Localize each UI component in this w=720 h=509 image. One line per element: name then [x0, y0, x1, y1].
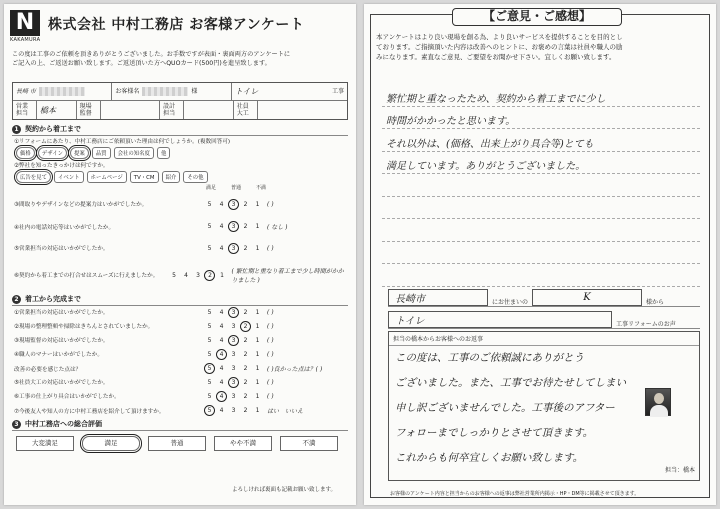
comment-line: それ以外は、(価格、出来上がり具合等)とても	[382, 129, 700, 152]
rating-question: ④社内の電話対応等はいかがでしたか。 5 4 3 2 1 ( なし )	[14, 223, 288, 231]
rating-option[interactable]: 2	[208, 271, 212, 279]
survey-intro: この度は工事のご依頼を頂きありがとうございました。お手数ですが表面・裏面両方のアンケートに ご記入の上、ご返送お願い致します。ご返送頂いた方へQUOカード(500円)を進呈致します。	[12, 51, 291, 67]
rating-question: ⑥契約から着工までの打合せはスムーズに行えましたか。 5 4 3 2 1 ( 繁忙期と重なり着工まで少し時間がかかりました )	[14, 266, 346, 284]
rating-option[interactable]: 3	[231, 378, 236, 386]
section-construction: 2 着工から完成まで	[12, 294, 348, 306]
scale-header: 満足 普通 不満	[206, 185, 266, 191]
rating-note: ( )	[267, 308, 274, 316]
rating-option[interactable]: 1	[255, 365, 260, 372]
section-overall: 3 中村工務店への総合評価	[12, 419, 348, 431]
rating-option[interactable]: 1	[255, 244, 260, 252]
section-contract: 1 契約から着工まで	[12, 124, 348, 136]
rating-option[interactable]: 5	[207, 392, 212, 400]
rating-option[interactable]: 5	[207, 308, 212, 316]
overall-option[interactable]: 普通	[148, 436, 206, 451]
rating-option[interactable]: 2	[243, 350, 248, 358]
customer-initial: K	[532, 289, 642, 306]
rating-option[interactable]: 3	[196, 271, 200, 279]
rating-option[interactable]: 4	[184, 271, 188, 279]
comment-line: 繁忙期と重なったため、契約から着工までに少し	[382, 84, 700, 107]
rating-option[interactable]: 5	[207, 407, 212, 414]
comment-intro: 本アンケートはより良い現場を創る為、より良いサービスを提供することを目的とし ております。ご指摘頂いた内容は改善へのヒントに、お褒めの言葉は社員や職人の励 みになります。素直なご意見、ご要望をお聞かせ下さい。宜しくお願い致します。	[376, 33, 623, 61]
rating-option[interactable]: 1	[255, 223, 260, 230]
rating-scale	[206, 323, 261, 330]
overall-rating-options	[16, 436, 338, 451]
reason-choices	[16, 147, 170, 159]
reply-header: 担当の橋本からお客様へのお返事	[389, 332, 699, 346]
choice-chip[interactable]: 紹介	[162, 171, 181, 183]
rating-note: ( )良かった点は？( )	[267, 366, 323, 373]
staff-reply-box	[388, 331, 700, 481]
comment-title: 【ご意見・ご感想】	[452, 8, 622, 26]
sales-rep-value: 橋本	[37, 101, 77, 119]
rating-scale	[206, 337, 261, 344]
rating-option[interactable]: 2	[243, 200, 248, 208]
rating-question: ⑦今後友人や知人の方に中村工務店を紹介して頂けますか。 5 4 3 2 1 はい いいえ	[14, 407, 304, 415]
rating-option[interactable]: 2	[243, 378, 248, 386]
comment-line: 満足しています。ありがとうございました。	[382, 152, 700, 175]
reply-line: フォローまでしっかりとさせて頂きます。	[395, 427, 594, 439]
rating-option[interactable]: 1	[255, 350, 260, 358]
choice-chip[interactable]: 価格	[16, 147, 35, 159]
rating-option[interactable]: 1	[255, 308, 260, 316]
question-source: ②弊社を知ったきっかけは何ですか。	[14, 163, 109, 169]
survey-title: 株式会社 中村工務店 お客様アンケート	[48, 17, 305, 33]
overall-option[interactable]: 大変満足	[16, 436, 74, 451]
company-logo	[10, 10, 40, 44]
customer-name-cell: お客様名 様	[112, 83, 231, 100]
logo-text: KAKAMURA	[10, 37, 41, 43]
rating-option[interactable]: 3	[231, 308, 236, 316]
rating-note: ( なし )	[267, 224, 288, 231]
choice-chip[interactable]: ホームページ	[87, 171, 127, 183]
rating-option[interactable]: 3	[231, 200, 236, 208]
comment-lines	[382, 84, 700, 287]
rating-option[interactable]: 3	[231, 336, 236, 344]
choice-chip[interactable]: 提案	[70, 147, 89, 159]
rating-option[interactable]: 5	[172, 271, 176, 279]
rating-option[interactable]: 5	[207, 365, 212, 372]
reply-line: これからも何卒宜しくお願い致します。	[395, 452, 584, 464]
rating-scale	[206, 365, 261, 372]
customer-address	[388, 287, 700, 331]
survey-front-page	[4, 4, 356, 505]
rating-question: ⑤社員大工の対応はいかがでしたか。 5 4 3 2 1 ( )	[14, 378, 274, 386]
info-row-staff: 営業担当 橋本 現場監督 設計担当 社員大工	[13, 101, 347, 119]
comment-line: 時間がかかったと思います。	[382, 107, 700, 130]
rating-note: ( 繁忙期と重なり着工まで少し時間がかかりました )	[231, 268, 344, 284]
overall-option[interactable]: 不満	[280, 436, 338, 451]
rating-option[interactable]: 4	[219, 350, 224, 358]
rating-option[interactable]: 3	[231, 392, 236, 400]
rating-option[interactable]: 5	[207, 244, 212, 252]
rating-scale	[206, 201, 261, 208]
rating-question: ④職人のマナーはいかがでしたか。 5 4 3 2 1 ( )	[14, 350, 274, 358]
rating-option[interactable]: 5	[207, 350, 212, 358]
rating-note: ( )	[267, 336, 274, 344]
reply-line: この度は、工事のご依頼誠にありがとう	[395, 352, 584, 364]
choice-chip[interactable]: デザイン	[38, 147, 67, 159]
comment-line	[382, 219, 700, 242]
rating-scale	[206, 223, 261, 230]
publication-note: お客様のアンケート内容と担当からのお客様への返事は弊社営業所内掲示・HP・DM等に掲載させて頂きます。	[390, 491, 640, 497]
rating-note: ( )	[267, 322, 274, 330]
rating-option[interactable]: 1	[255, 336, 260, 344]
rating-option[interactable]: 5	[207, 223, 212, 230]
rating-option[interactable]: 5	[207, 336, 212, 344]
rating-option[interactable]: 1	[255, 378, 260, 386]
rating-scale	[206, 309, 261, 316]
rating-option[interactable]: 2	[243, 392, 248, 400]
reply-line: ございました。また、工事でお待たせしてしまい	[395, 377, 626, 389]
rating-note: ( )	[267, 244, 274, 252]
city-cell: 長崎 市	[13, 83, 112, 100]
city-value: 長崎市	[388, 289, 488, 306]
question-reason: ①リフォームにあたり、中村工務店にご依頼頂いた理由は何でしょうか。(複数回答可)	[14, 139, 231, 145]
rating-option[interactable]: 1	[255, 200, 260, 208]
rating-option[interactable]: 2	[243, 322, 248, 330]
rating-question: ⑥工事の仕上がり具合はいかがでしたか。 5 4 3 2 1 ( )	[14, 392, 274, 400]
back-side-note: よろしければ裏面も記載お願い致します。	[231, 487, 336, 493]
address-row: 長崎市 にお住まいの K 様から	[388, 287, 700, 307]
redacted-block	[39, 87, 85, 96]
rating-scale	[206, 393, 261, 400]
rating-option[interactable]: 4	[219, 200, 224, 208]
rating-question: ⑤営業担当の対応はいかがでしたか。 5 4 3 2 1 ( )	[14, 244, 274, 252]
survey-back-page	[364, 4, 716, 505]
rating-option[interactable]: 1	[255, 407, 260, 414]
staff-photo	[645, 388, 671, 416]
rating-note: ( )	[267, 200, 274, 208]
rating-note: ( )	[267, 392, 274, 400]
rating-option[interactable]: 5	[207, 378, 212, 386]
rating-scale	[170, 272, 225, 279]
choice-chip[interactable]: イベント	[54, 171, 84, 183]
rating-option[interactable]: 2	[243, 336, 248, 344]
rating-option[interactable]: 4	[219, 365, 224, 372]
rating-question: ③間取りやデザインなどの提案力はいかがでしたか。 5 4 3 2 1 ( )	[14, 200, 274, 208]
rating-question: 改善の必要を感じた点は？ 5 4 3 2 1 ( )良かった点は？( )	[14, 365, 323, 373]
comment-line	[382, 174, 700, 197]
rating-option[interactable]: 3	[231, 350, 236, 358]
rating-scale	[206, 351, 261, 358]
rating-option[interactable]: 4	[219, 378, 224, 386]
choice-chip[interactable]: 他	[157, 147, 170, 159]
rating-option[interactable]: 4	[219, 308, 224, 316]
rating-option[interactable]: 1	[255, 392, 260, 400]
rating-option[interactable]: 3	[231, 244, 236, 252]
comment-line	[382, 242, 700, 265]
rating-option[interactable]: 2	[243, 308, 248, 316]
choice-chip[interactable]: その他	[183, 171, 207, 183]
rating-note: ( )	[267, 350, 274, 358]
logo-mark: N	[10, 10, 40, 36]
rating-option[interactable]: 1	[220, 271, 224, 279]
rating-option[interactable]: 3	[231, 407, 236, 414]
rating-option[interactable]: 5	[207, 322, 212, 330]
comment-line	[382, 264, 700, 287]
info-row-customer	[13, 83, 347, 101]
choice-chip[interactable]: TV・CM	[130, 171, 159, 183]
comment-line	[382, 197, 700, 220]
rating-option[interactable]: 2	[243, 365, 248, 372]
rating-option[interactable]: 2	[243, 223, 248, 230]
choice-chip[interactable]: 会社の知名度	[114, 147, 154, 159]
staff-signature: 担当：橋本	[664, 467, 695, 474]
rating-option[interactable]: 4	[219, 322, 224, 330]
rating-option[interactable]: 3	[231, 322, 236, 330]
rating-question: ①営業担当の対応はいかがでしたか。 5 4 3 2 1 ( )	[14, 308, 274, 316]
rating-scale	[206, 245, 261, 252]
redacted-block	[142, 87, 188, 96]
rating-option[interactable]: 2	[243, 407, 248, 414]
work-row: トイレ 工事リフォームのお声	[388, 309, 700, 329]
rating-question: ③現場監督の対応はいかがでしたか。 5 4 3 2 1 ( )	[14, 336, 274, 344]
rating-scale	[206, 379, 261, 386]
source-choices	[16, 171, 208, 183]
rating-question: ②現場の整理整頓や掃除はきちんとされていましたか。 5 4 3 2 1 ( )	[14, 322, 274, 330]
overall-option[interactable]: 満足	[82, 436, 140, 451]
rating-note: ( )	[267, 378, 274, 386]
work-cell: トイレ 工事	[234, 87, 344, 96]
rating-note: はい いいえ	[267, 408, 304, 415]
rating-option[interactable]: 3	[231, 223, 236, 230]
overall-option[interactable]: やや不満	[214, 436, 272, 451]
rating-option[interactable]: 2	[243, 244, 248, 252]
rating-option[interactable]: 4	[219, 223, 224, 230]
rating-option[interactable]: 3	[231, 365, 236, 372]
choice-chip[interactable]: 品質	[92, 147, 111, 159]
rating-option[interactable]: 4	[219, 407, 224, 414]
rating-scale	[206, 407, 261, 414]
rating-option[interactable]: 4	[219, 336, 224, 344]
customer-info-table	[12, 82, 348, 120]
reply-line: 申し訳ございませんでした。工事後のアフター	[395, 402, 615, 414]
rating-option[interactable]: 1	[255, 322, 260, 330]
rating-option[interactable]: 4	[219, 244, 224, 252]
work-value: トイレ	[388, 311, 612, 328]
rating-option[interactable]: 4	[219, 392, 224, 400]
rating-option[interactable]: 5	[207, 200, 212, 208]
choice-chip[interactable]: 広告を見て	[16, 171, 51, 183]
